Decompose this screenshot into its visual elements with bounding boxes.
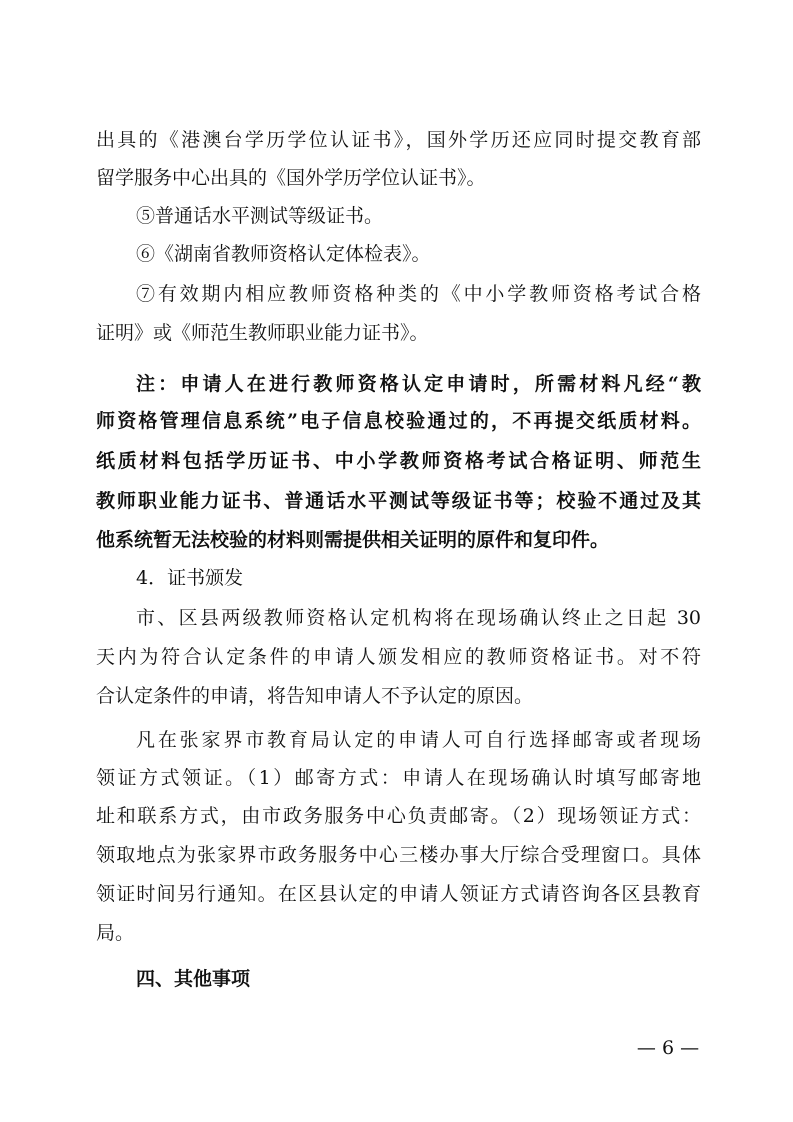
text-line: 领证时间另行通知。在区县认定的申请人领证方式请咨询各区县教育 bbox=[96, 883, 701, 905]
note-line: 他系统暂无法校验的材料则需提供相关证明的原件和复印件。 bbox=[96, 529, 610, 551]
note-line: 纸质材料包括学历证书、中小学教师资格考试合格证明、师范生 bbox=[96, 450, 701, 472]
text-line: 凡在张家界市教育局认定的申请人可自行选择邮寄或者现场 bbox=[136, 729, 701, 751]
note-line: 教师职业能力证书、普通话水平测试等级证书等；校验不通过及其 bbox=[96, 490, 701, 512]
list-item: ⑤普通话水平测试等级证书。 bbox=[136, 205, 384, 227]
section-subheading: 4．证书颁发 bbox=[136, 567, 244, 589]
text-line: 证明》或《师范生教师职业能力证书》。 bbox=[96, 322, 429, 344]
text-line: 领证方式领证。（1）邮寄方式：申请人在现场确认时填写邮寄地 bbox=[96, 767, 701, 789]
list-item: ⑦有效期内相应教师资格种类的《中小学教师资格考试合格 bbox=[136, 283, 701, 305]
note-line: 注：申请人在进行教师资格认定申请时，所需材料凡经“教 bbox=[136, 373, 701, 395]
text-line: 留学服务中心出具的《国外学历学位认证书》。 bbox=[96, 167, 486, 189]
text-line: 出具的《港澳台学历学位认证书》，国外学历还应同时提交教育部 bbox=[96, 129, 701, 151]
text-line: 址和联系方式，由市政务服务中心负责邮寄。（2）现场领证方式： bbox=[96, 805, 701, 827]
text-line: 市、区县两级教师资格认定机构将在现场确认终止之日起 30 bbox=[136, 607, 701, 629]
text-line: 领取地点为张家界市政务服务中心三楼办事大厅综合受理窗口。具体 bbox=[96, 844, 701, 866]
note-line: 师资格管理信息系统”电子信息校验通过的，不再提交纸质材料。 bbox=[96, 410, 701, 432]
page-number: — 6 — bbox=[636, 1037, 700, 1059]
section-heading: 四、其他事项 bbox=[136, 968, 251, 990]
text-line: 合认定条件的申请，将告知申请人不予认定的原因。 bbox=[96, 685, 534, 707]
list-item: ⑥《湖南省教师资格认定体检表》。 bbox=[136, 243, 431, 265]
text-line: 局。 bbox=[96, 922, 135, 944]
text-line: 天内为符合认定条件的申请人颁发相应的教师资格证书。对不符 bbox=[96, 646, 701, 668]
